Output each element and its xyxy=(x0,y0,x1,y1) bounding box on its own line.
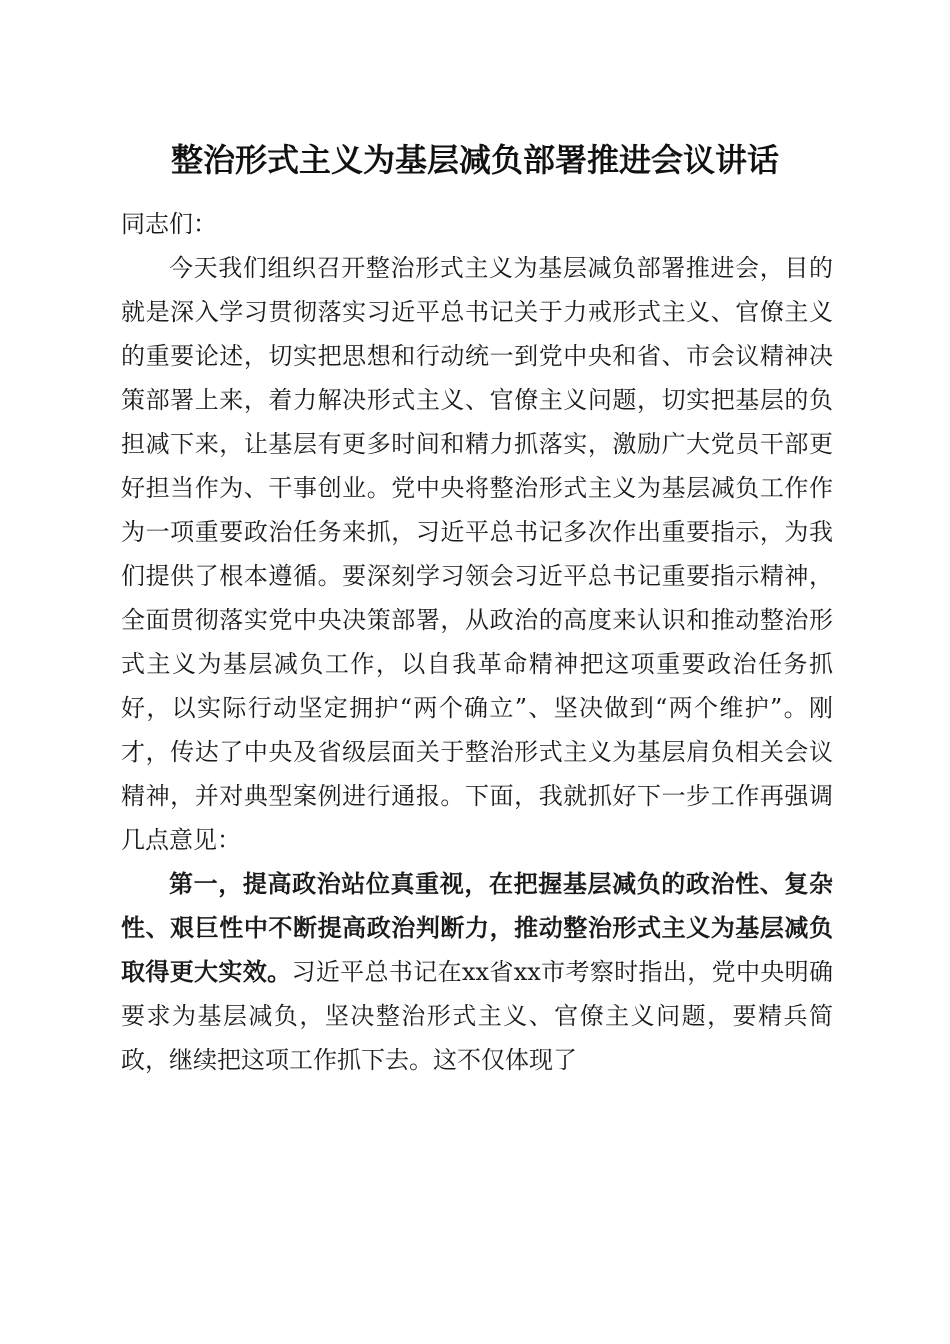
paragraph-2-body: 习近平总书记在xx省xx市考察时指出，党中央明确要求为基层减负，坚决整治形式主义、官僚主义问题，要精兵简政，继续把这项工作抓下去。这不仅体现了 xyxy=(121,958,834,1074)
paragraph-2 xyxy=(121,862,833,1082)
salutation: 同志们： xyxy=(121,210,217,238)
paragraph-1: 今天我们组织召开整治形式主义为基层减负部署推进会，目的就是深入学习贯彻落实习近平总书记关于力戒形式主义、官僚主义的重要论述，切实把思想和行动统一到党中央和省、市会议精神决策部署上来，着力解决形式主义、官僚主义问题，切实把基层的负担减下来，让基层有更多时间和精力抓落实，激励广大党员干部更好担当作为、干事创业。党中央将整治形式主义为基层减负工作作为一项重要政治任务来抓，习近平总书记多次作出重要指示，为我们提供了根本遵循。要深刻学习领会习近平总书记重要指示精神，全面贯彻落实党中央决策部署，从政治的高度来认识和推动整治形式主义为基层减负工作，以自我革命精神把这项重要政治任务抓好，以实际行动坚定拥护“两个确立”、坚决做到“两个维护”。刚才，传达了中央及省级层面关于整治形式主义为基层肩负相关会议精神，并对典型案例进行通报。下面，我就抓好下一步工作再强调几点意见： xyxy=(121,254,833,854)
document-title: 整治形式主义为基层减负部署推进会议讲话 xyxy=(170,141,779,179)
paragraph-2-lead: 第一，提高政治站位真重视，在把握基层减负的政治性、复杂性、艰巨性中不断提高政治判断力，推动整治形式主义为基层减负取得更大实效。 xyxy=(121,869,833,986)
document-body xyxy=(121,202,833,1082)
